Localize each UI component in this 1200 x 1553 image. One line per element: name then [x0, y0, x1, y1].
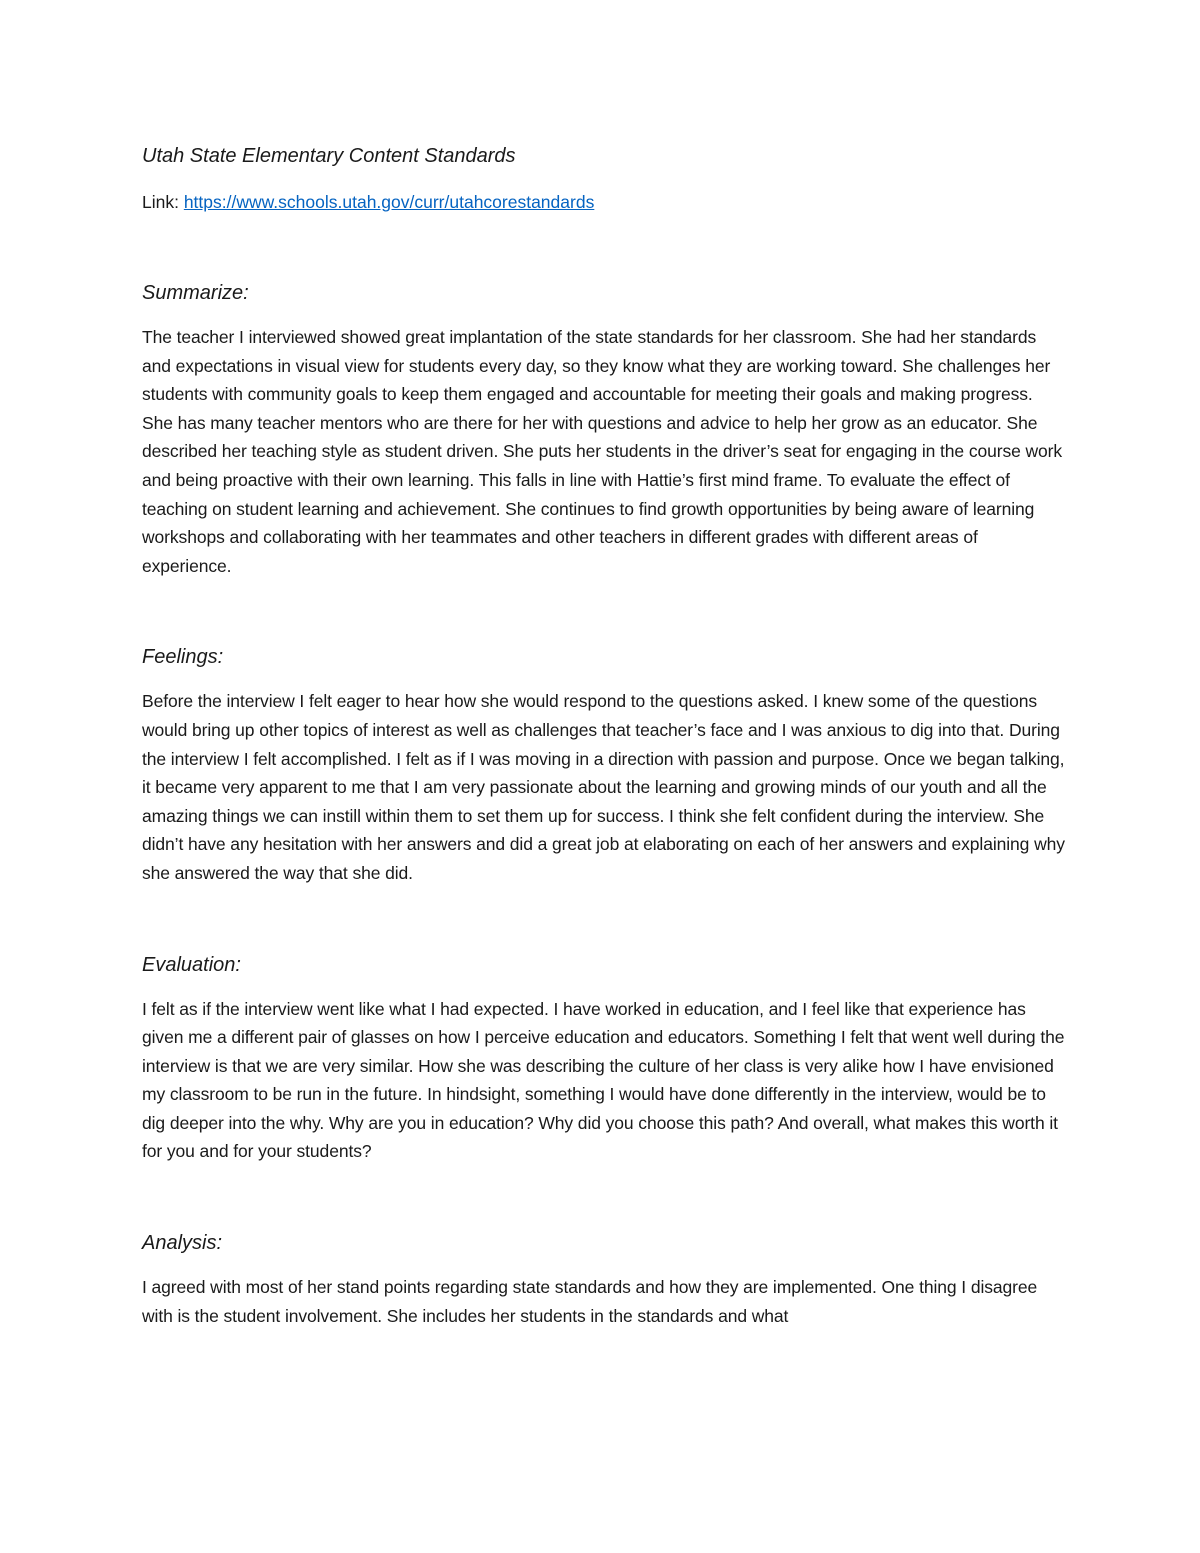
section-analysis [142, 1228, 1067, 1330]
section-heading-analysis: Analysis: [142, 1232, 223, 1255]
section-evaluation [142, 950, 1067, 1167]
section-heading-summarize: Summarize: [142, 282, 249, 304]
section-heading-feelings: Feelings: [142, 646, 224, 669]
section-body-feelings: Before the interview I felt eager to hear how she would respond to the questions asked. I knew some of the questions would bring up other topics of interest as well as challenges that teacher’s face and I was anxious to dig into that. During the interview I felt accomplished. I felt as if I was moving in a direction with passion and purpose. Once we began talking, it became very apparent to me that I am very passionate about the learning and growing minds of our youth and all the amazing things we can instill within them to set them up for success. I think she felt confident during the interview. She didn’t have any hesitation with her answers and did a great job at elaborating on each of her answers and explaining why she answered the way that she did. [142, 691, 1065, 883]
section-body-summarize: The teacher I interviewed showed great implantation of the state standards for her classroom. She had her standards and expectations in visual view for students every day, so they know what they are working toward. She challenges her students with community goals to keep them engaged and accountable for meeting their goals and making progress. She has many teacher mentors who are there for her with questions and advice to help her grow as an educator. She described her teaching style as student driven. She puts her students in the driver’s seat for engaging in the course work and being proactive with their own learning. This falls in line with Hattie’s first mind frame. To evaluate the effect of teaching on student learning and achievement. She continues to find growth opportunities by being aware of learning workshops and collaborating with her teammates and other teachers in different grades with different areas of experience. [142, 327, 1063, 576]
document-title: Utah State Elementary Content Standards [142, 145, 516, 167]
section-feelings [142, 642, 1067, 887]
section-heading-evaluation: Evaluation: [142, 953, 241, 976]
link-label: Link: [142, 192, 184, 212]
section-summarize [142, 278, 1067, 580]
document-body [142, 141, 1067, 1330]
link-line [142, 188, 1067, 216]
section-body-analysis: I agreed with most of her stand points regarding state standards and how they are implemented. One thing I disagree with is the student involvement. She includes her students in the standards and what [142, 1277, 1038, 1326]
standards-link[interactable]: https://www.schools.utah.gov/curr/utahcorestandards [183, 192, 595, 212]
section-body-evaluation: I felt as if the interview went like what I had expected. I have worked in education, and I feel like that experience has given me a different pair of glasses on how I perceive education and educators. Something I felt that went well during the interview is that we are very similar. How she was describing the culture of her class is very alike how I have envisioned my classroom to be run in the future. In hindsight, something I would have done differently in the interview, would be to dig deeper into the why. Why are you in education? Why did you choose this path? And overall, what makes this worth it for you and for your students? [142, 998, 1065, 1162]
